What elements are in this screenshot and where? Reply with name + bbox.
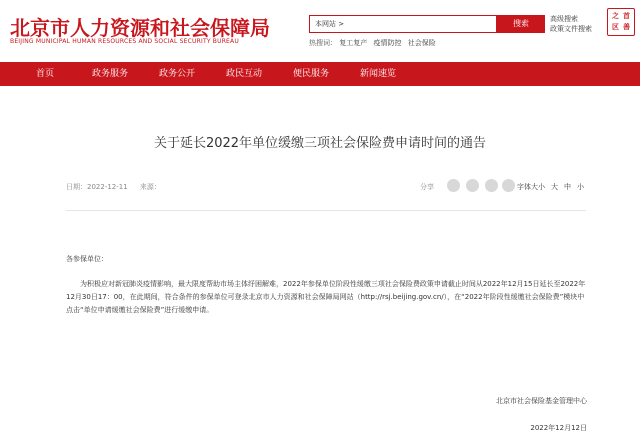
article-date-source (66, 182, 161, 192)
wechat-share-icon[interactable] (447, 179, 460, 192)
hot-word-link[interactable]: 社会保险 (407, 39, 436, 47)
site-header (0, 0, 640, 60)
article-paragraph: 为积极应对新冠肺炎疫情影响，最大限度帮助市场主体纾困解难，2022年参保单位阶段性缓缴三项社会保险费政策申请截止时间从2022年12月15日延长至2022年12月30日17：00，在此期间，符合条件的参保单位可登录北京市人力资源和社会保障局网站（http://rsj.beijing.gov.cn/），在“2022年阶段性缓缴社会保险费”模块中点击“单位申请缓缴社会保险费”进行缓缴申请。 (66, 280, 586, 314)
seal-char: 之 (612, 12, 619, 20)
qq-share-icon[interactable] (485, 179, 498, 192)
nav-services[interactable]: 政务服务 (92, 69, 129, 79)
article-container (22, 88, 618, 440)
article-date: 2022-12-11 (87, 183, 128, 191)
font-size-control (517, 182, 584, 192)
seal-char: 区 (612, 23, 619, 31)
article-greeting: 各参保单位： (66, 255, 108, 263)
nav-gov-info[interactable]: 政务公开 (159, 69, 196, 79)
hot-search-label: 热搜词： (309, 39, 337, 47)
font-size-label: 字体大小 (517, 183, 545, 191)
nav-interaction[interactable]: 政民互动 (226, 69, 263, 79)
date-label: 日期： (66, 183, 87, 191)
search-input[interactable]: 本网站 > (309, 15, 497, 33)
nav-home[interactable]: 首页 (36, 69, 55, 79)
article-meta (22, 178, 618, 208)
article-sign-date: 2022年12月12日 (530, 424, 587, 432)
font-size-medium[interactable]: 中 (564, 183, 571, 191)
site-title[interactable]: 北京市人力资源和社会保障局 (10, 16, 270, 40)
main-nav (0, 62, 640, 86)
article-signature: 北京市社会保险基金管理中心 (496, 397, 587, 405)
seal-char: 首 (623, 12, 630, 20)
font-size-large[interactable]: 大 (551, 183, 558, 191)
hot-word-link[interactable]: 复工复产 (339, 39, 368, 47)
share-label: 分享 (420, 183, 434, 191)
policy-search-link[interactable]: 政策文件搜索 (550, 25, 592, 33)
nav-news[interactable]: 新闻速览 (360, 69, 397, 79)
meta-divider (66, 210, 586, 211)
qzone-share-icon[interactable] (502, 179, 515, 192)
article-title: 关于延长2022年单位缓缴三项社会保险费申请时间的通告 (153, 136, 487, 151)
capital-seal-logo (607, 8, 635, 36)
advanced-search-link[interactable]: 高级搜索 (550, 15, 578, 23)
font-size-small[interactable]: 小 (577, 183, 584, 191)
seal-char: 善 (623, 23, 630, 31)
hot-search-words (309, 38, 440, 48)
hot-word-link[interactable]: 疫情防控 (373, 39, 402, 47)
search-button[interactable]: 搜索 (497, 15, 545, 33)
weibo-share-icon[interactable] (466, 179, 479, 192)
advanced-search-links (550, 14, 592, 34)
site-subtitle: BEIJING MUNICIPAL HUMAN RESOURCES AND SOCIAL SECURITY BUREAU (10, 38, 239, 45)
source-label: 来源： (139, 183, 161, 191)
nav-convenience[interactable]: 便民服务 (293, 69, 330, 79)
